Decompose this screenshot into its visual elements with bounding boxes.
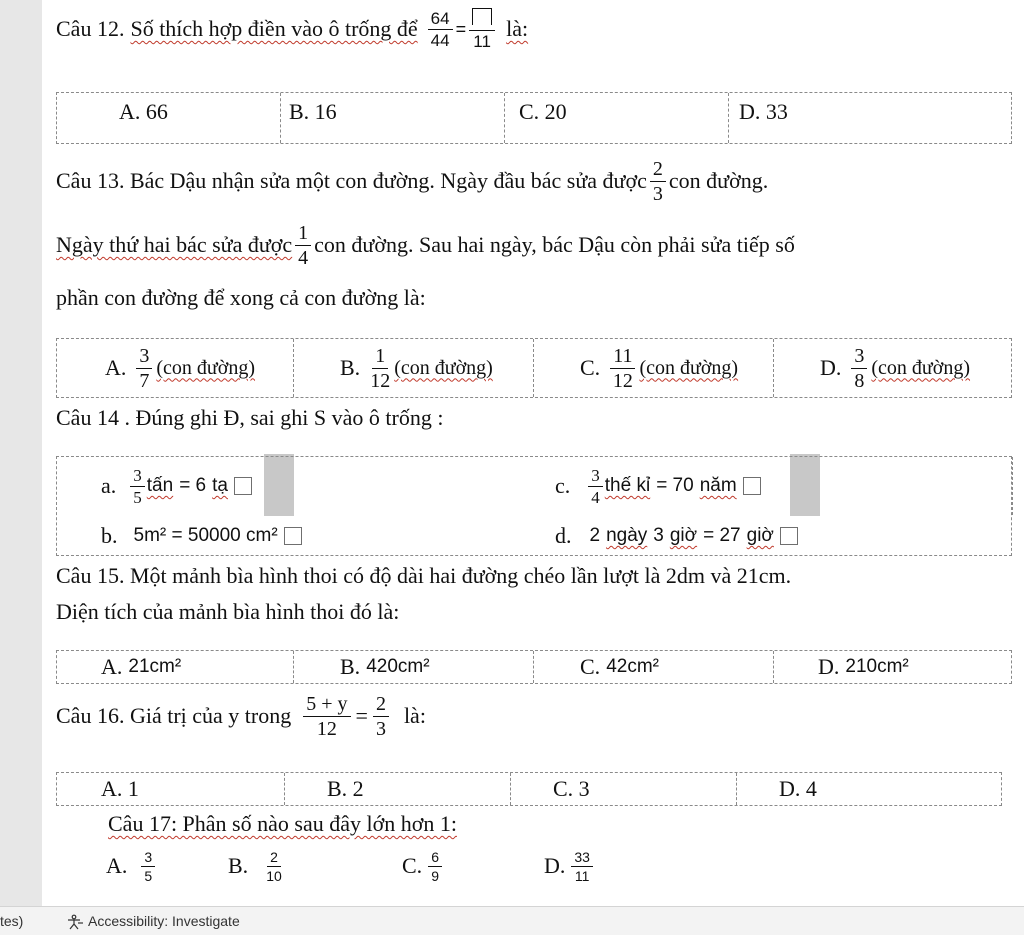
q13-option-d: D. $\frac{3}{8}$ (con đường): [820, 344, 971, 392]
q13-fraction-1-4: $\frac{1}{4}$: [295, 223, 311, 268]
q15-line-2: Diện tích của mảnh bìa hình thoi đó là:: [56, 599, 400, 624]
q13-fraction-2-3: $\frac{2}{3}$: [650, 159, 666, 204]
q12-fraction: $\frac{64}{44}$: [428, 10, 453, 49]
question-16: Câu 16. Giá trị của y trong $\frac{5 + y}{12}$ = $\frac{2}{3}$ là:: [56, 692, 426, 740]
q13-option-c: C. $\frac{11}{12}$ (con đường): [534, 339, 774, 397]
q14-checkbox-d[interactable]: [780, 527, 798, 545]
q12-label: Câu 12.: [56, 16, 125, 41]
q15-option-a: A. 21cm²: [57, 651, 294, 683]
q16-option-a: A. 1: [57, 773, 285, 805]
q16-fraction-left: $\frac{5 + y}{12}$: [303, 694, 350, 739]
accessibility-status[interactable]: Accessibility: Investigate: [66, 913, 240, 930]
q13-line-1: Câu 13. Bác Dậu nhận sửa một con đường. Ngày đầu bác sửa được $\frac{2}{3}$ con đường.: [56, 157, 769, 205]
q12-equals: =: [455, 19, 467, 39]
q16-option-b: B. 2: [285, 773, 511, 805]
q13-option-b: B. $\frac{1}{12}$ (con đường): [294, 339, 534, 397]
q13-line-2: Ngày thứ hai bác sửa được $\frac{1}{4}$ con đường. Sau hai ngày, bác Dậu còn phải sửa tiếp số: [56, 221, 795, 269]
q17-option-b: B. $\frac{2}{10}$: [228, 848, 282, 884]
blank-box: [472, 8, 492, 25]
q14-item-c: c. $\frac{3}{4}$ thế kỉ = 70 năm: [517, 457, 1013, 515]
q17-title: Câu 17: Phân số nào sau đây lớn hơn 1:: [108, 811, 457, 836]
status-notes-fragment: tes): [0, 913, 24, 929]
question-12: [56, 6, 528, 52]
q16-option-d: D. 4: [779, 776, 817, 801]
q15-option-b: B. 420cm²: [294, 651, 534, 683]
q17-option-d: D. $\frac{33}{11}$: [544, 840, 596, 892]
q16-options-table: [56, 772, 1002, 806]
q14-checkbox-c[interactable]: [743, 477, 761, 495]
q13-option-a: A. $\frac{3}{7}$ (con đường): [57, 339, 294, 397]
q17-option-c: C. $\frac{6}{9}$: [402, 840, 445, 892]
q12-option-b: B. 16: [281, 93, 505, 143]
q12-options-table: [56, 92, 1012, 144]
q15-line-1: Câu 15. Một mảnh bìa hình thoi có độ dài hai đường chéo lần lượt là 2dm và 21cm.: [56, 563, 792, 588]
q14-item-b: b. 5m² = 50000 cm²: [57, 515, 517, 557]
q14-checkbox-a[interactable]: [234, 477, 252, 495]
q15-option-d: D. 210cm²: [818, 654, 909, 679]
q12-option-a: A. 66: [57, 93, 281, 143]
q12-text: Số thích hợp điền vào ô trống để: [130, 16, 418, 41]
window-left-margin: [0, 0, 42, 906]
status-bar: [0, 906, 1024, 935]
q12-blank-fraction: 11: [469, 8, 495, 50]
q12-option-c: C. 20: [505, 93, 729, 143]
q15-option-c: C. 42cm²: [534, 651, 774, 683]
q14-checkbox-b[interactable]: [284, 527, 302, 545]
q12-suffix: là:: [506, 16, 529, 41]
q15-options-table: [56, 650, 1012, 684]
q13-options-table: [56, 338, 1012, 398]
q16-fraction-right: $\frac{2}{3}$: [373, 694, 389, 739]
q14-item-d: d. 2 ngày 3 giờ = 27 giờ: [517, 515, 1013, 557]
q13-line-3: phần con đường để xong cả con đường là:: [56, 285, 426, 310]
q16-option-c: C. 3: [511, 773, 737, 805]
accessibility-icon: [66, 914, 84, 930]
q12-option-d: D. 33: [739, 99, 788, 124]
q14-table: [56, 456, 1012, 556]
q14-item-a: a. $\frac{3}{5}$ tấn = 6 tạ: [57, 457, 517, 515]
q14-title: Câu 14 . Đúng ghi Đ, sai ghi S vào ô trống :: [56, 405, 444, 430]
q17-option-a: A. $\frac{3}{5}$: [106, 840, 158, 892]
